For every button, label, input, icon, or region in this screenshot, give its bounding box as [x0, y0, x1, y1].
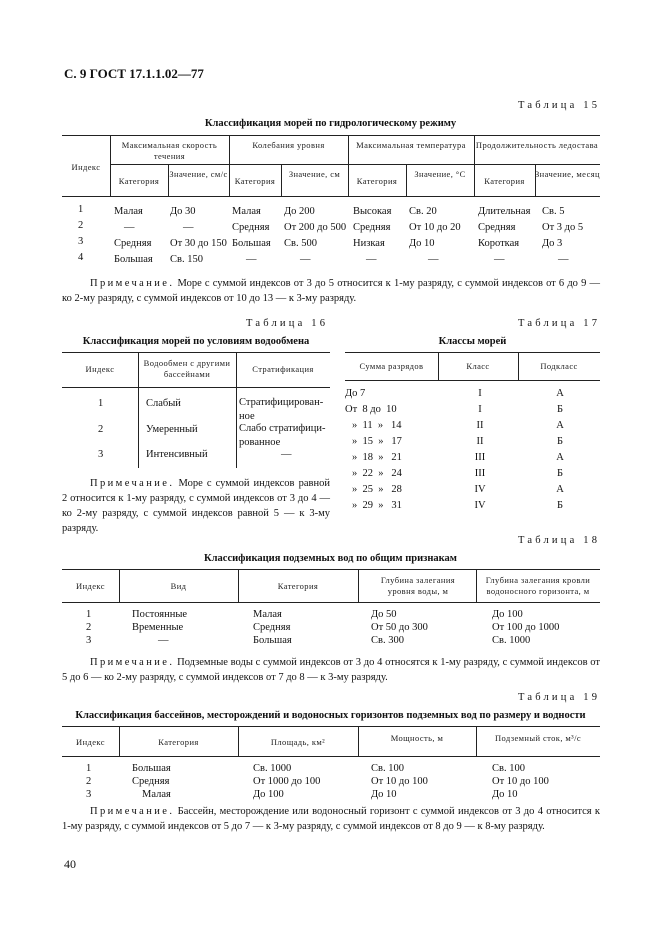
table-cell: До 50	[371, 609, 397, 620]
table-cell: До 7	[345, 388, 366, 399]
table-cell: —	[246, 254, 257, 265]
table-19-header: Подземный сток, м³/с	[494, 733, 582, 743]
table-cell: Интенсивный	[146, 449, 208, 460]
table-cell: Большая	[132, 763, 171, 774]
table-cell: IV	[474, 484, 486, 495]
table-cell: Умеренный	[146, 424, 198, 435]
table-cell: Слабый	[146, 398, 181, 409]
table-cell: Малая	[253, 609, 282, 620]
table-17-header: Класс	[466, 361, 490, 371]
page-number: 40	[64, 857, 76, 871]
table-18-header: Индекс	[76, 581, 105, 591]
table-cell: Средняя	[353, 222, 391, 233]
table-16-header: Индекс	[85, 364, 115, 374]
table-cell: —	[183, 222, 194, 233]
table-cell: —	[558, 254, 569, 265]
table-cell: 2	[86, 776, 92, 787]
table-cell: Короткая	[478, 238, 520, 249]
table-15-subheader: Значение, см/с	[169, 169, 228, 179]
table-cell: III	[474, 468, 486, 479]
table-cell: А	[556, 452, 564, 463]
table-cell: От 10 до 100	[371, 776, 428, 787]
table-19-label: Таблица 19	[518, 692, 601, 703]
table-cell: Большая	[114, 254, 153, 265]
table-cell: Средняя	[132, 776, 170, 787]
table-16-note: Примечание. Море с суммой индексов равной 2 относится к 1-му разряду, с суммой индексов от 3 до 4 — ко 2-му разряду, с суммой индексов равной 5 — к 3-му разряду.	[62, 478, 330, 534]
table-15-title: Классификация морей по гидрологическому режиму	[204, 118, 457, 129]
table-cell: 1	[86, 609, 92, 620]
table-cell: А	[556, 420, 564, 431]
table-cell: —	[124, 222, 135, 233]
table-cell: Большая	[253, 635, 292, 646]
table-cell: От 10 до 100	[492, 776, 549, 787]
table-cell: —	[158, 635, 169, 646]
table-18-title: Классификация подземных вод по общим признакам	[204, 553, 457, 564]
table-18-note: Примечание. Подземные воды с суммой индексов от 3 до 4 относятся к 1-му разряду, с суммой индексов от 5 до 6 — ко 2-му разряду, с суммой индексов от 7 до 8 — к 3-му разряду.	[62, 657, 600, 683]
table-cell: До 100	[492, 609, 523, 620]
table-16-header: Водообмен с другими бассейнами	[143, 358, 231, 379]
table-cell: 1	[98, 398, 104, 409]
table-cell: Св. 20	[409, 206, 437, 217]
table-15-header-group: Продолжительность ледостава	[475, 140, 599, 150]
table-cell: » 15 » 17	[352, 436, 402, 447]
table-cell: До 10	[409, 238, 435, 249]
table-15-header-index: Индекс	[71, 162, 101, 172]
table-15-label: Таблица 15	[518, 100, 601, 111]
table-15-subheader: Категория	[234, 176, 276, 186]
table-cell: I	[478, 388, 482, 399]
table-17-header: Подкласс	[540, 361, 578, 371]
table-cell: 1	[78, 204, 84, 215]
table-cell: —	[300, 254, 311, 265]
table-cell: Средняя	[253, 622, 291, 633]
table-cell: До 10	[492, 789, 518, 800]
table-cell: Б	[556, 404, 564, 415]
table-cell: От 100 до 1000	[492, 622, 560, 633]
table-cell: От 30 до 150	[170, 238, 227, 249]
table-15-header-group: Максимальная скорость течения	[121, 140, 218, 161]
table-cell: А	[556, 484, 564, 495]
table-cell: Св. 1000	[492, 635, 531, 646]
table-cell: Св. 100	[492, 763, 525, 774]
table-cell: Св. 300	[371, 635, 404, 646]
table-19-note: Примечание. Бассейн, месторождение или водоносный горизонт с суммой индексов от 3 до 4 относится к 1-му разряду, с суммой индексов от 5 до 7 — к 3-му разряду, с суммой индексов от 8 до 9 — к 8-му разряду.	[62, 806, 600, 832]
table-cell: От 50 до 300	[371, 622, 428, 633]
table-cell: » 18 » 21	[352, 452, 402, 463]
table-18-label: Таблица 18	[518, 535, 601, 546]
table-cell: I	[478, 404, 482, 415]
table-cell: А	[556, 388, 564, 399]
table-cell: Б	[556, 500, 564, 511]
table-cell: Малая	[232, 206, 261, 217]
table-19-header: Категория	[158, 737, 199, 747]
table-cell: Постоянные	[132, 609, 188, 620]
table-cell: От 200 до 500	[284, 222, 347, 233]
table-cell: 1	[86, 763, 92, 774]
table-19-title: Классификация бассейнов, месторождений и водоносных горизонтов подземных вод по размеру и водности	[75, 710, 586, 721]
table-15-subheader: Категория	[356, 176, 398, 186]
table-cell: До 10	[371, 789, 397, 800]
page-header: С. 9 ГОСТ 17.1.1.02—77	[64, 66, 204, 81]
table-cell: » 25 » 28	[352, 484, 402, 495]
table-cell: » 22 » 24	[352, 468, 402, 479]
table-cell: Св. 5	[542, 206, 565, 217]
table-16-label: Таблица 16	[246, 318, 329, 329]
table-19-header: Площадь, км²	[270, 737, 326, 747]
table-cell: II	[476, 436, 484, 447]
table-cell: Малая	[114, 206, 143, 217]
table-16-header: Стратификация	[252, 364, 314, 374]
table-17-title: Классы морей	[438, 336, 507, 347]
table-15-header-group: Максимальная температура	[356, 140, 466, 150]
table-cell: Слабо стратифици- рованное	[239, 423, 326, 448]
table-cell: Малая	[142, 789, 171, 800]
table-15-subheader: Значение, месяц	[535, 169, 601, 179]
table-cell: 3	[86, 789, 92, 800]
table-15-subheader: Категория	[484, 176, 525, 186]
table-cell: —	[494, 254, 505, 265]
table-cell: 2	[86, 622, 92, 633]
table-cell: —	[366, 254, 377, 265]
table-18-header: Глубина залегания кровли водоносного горизонта, м	[485, 575, 591, 596]
table-18-header: Вид	[170, 581, 187, 591]
table-cell: —	[428, 254, 439, 265]
table-cell: Стратифицирован- ное	[239, 397, 324, 422]
table-cell: » 11 » 14	[352, 420, 402, 431]
table-cell: От 10 до 20	[409, 222, 461, 233]
table-cell: От 8 до 10	[345, 404, 397, 415]
table-cell: Св. 150	[170, 254, 203, 265]
table-16-title: Классификация морей по условиям водообмена	[82, 336, 310, 347]
table-cell: IV	[474, 500, 486, 511]
table-cell: Низкая	[353, 238, 385, 249]
table-cell: 3	[78, 236, 84, 247]
table-cell: 2	[78, 220, 84, 231]
table-18-header: Глубина залегания уровня воды, м	[380, 575, 456, 596]
table-15-subheader: Значение, см	[288, 169, 341, 179]
table-cell: II	[476, 420, 484, 431]
table-cell: До 100	[253, 789, 284, 800]
table-cell: Б	[556, 436, 564, 447]
table-cell: III	[474, 452, 486, 463]
table-17-label: Таблица 17	[518, 318, 601, 329]
table-cell: Высокая	[353, 206, 392, 217]
table-cell: Б	[556, 468, 564, 479]
table-cell: От 3 до 5	[542, 222, 584, 233]
table-cell: 3	[98, 449, 104, 460]
table-cell: » 29 » 31	[352, 500, 402, 511]
table-18-header: Категория	[277, 581, 319, 591]
table-cell: Св. 1000	[253, 763, 292, 774]
table-cell: До 30	[170, 206, 196, 217]
table-cell: До 3	[542, 238, 563, 249]
table-cell: Средняя	[114, 238, 152, 249]
table-cell: Св. 500	[284, 238, 317, 249]
table-cell: До 200	[284, 206, 315, 217]
table-15-note: Примечание. Море с суммой индексов от 3 до 5 относится к 1-му разряду, с суммой индексов от 6 до 9 — ко 2-му разряду, с суммой индексов от 10 до 13 — к 3-му разряду.	[62, 278, 600, 304]
table-cell: Временные	[132, 622, 184, 633]
table-cell: Средняя	[478, 222, 516, 233]
table-19-header: Мощность, м	[390, 733, 444, 743]
table-19-header: Индекс	[76, 737, 105, 747]
table-cell: Длительная	[478, 206, 531, 217]
table-15-header-group: Колебания уровня	[252, 140, 325, 150]
table-cell: 2	[98, 424, 104, 435]
table-cell: 4	[78, 252, 84, 263]
table-cell: —	[281, 449, 292, 460]
table-cell: От 1000 до 100	[253, 776, 321, 787]
table-cell: 3	[86, 635, 92, 646]
table-17-header: Сумма разрядов	[359, 361, 424, 371]
table-cell: Средняя	[232, 222, 270, 233]
table-cell: Большая	[232, 238, 271, 249]
table-cell: Св. 100	[371, 763, 404, 774]
table-15-subheader: Значение, °С	[414, 169, 466, 179]
table-15-subheader: Категория	[118, 176, 160, 186]
